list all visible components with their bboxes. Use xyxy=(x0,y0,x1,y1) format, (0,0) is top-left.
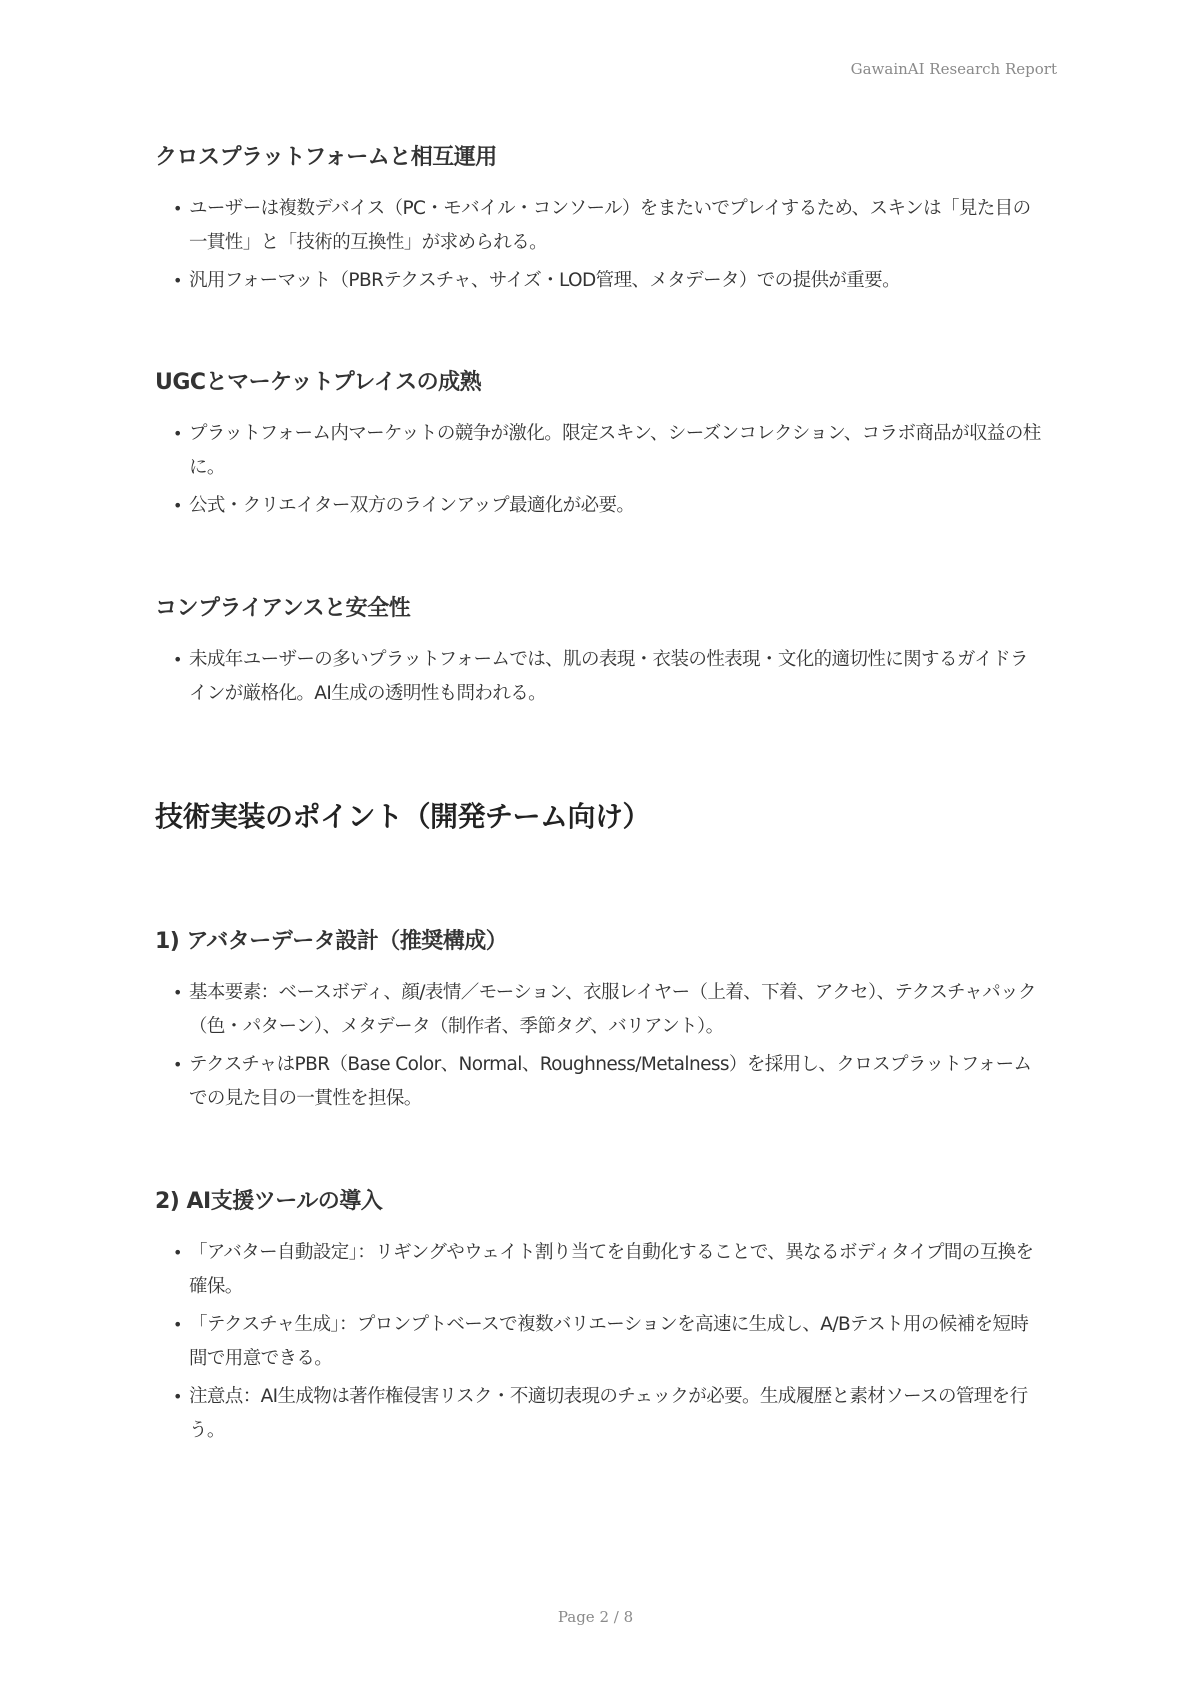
list-item: • テクスチャはPBR（Base Color、Normal、Roughness/Metalness）を採用し、クロスプラットフォームでの見た目の一貫性を担保。 xyxy=(173,1048,1043,1116)
list-item: • 注意点：AI生成物は著作権侵害リスク・不適切表現のチェックが必要。生成履歴と素材ソースの管理を行う。 xyxy=(173,1380,1043,1448)
subsection-heading-ai-tools: 2) AI支援ツールの導入 xyxy=(155,1189,383,1214)
list-item: • 「テクスチャ生成」：プロンプトベースで複数バリエーションを高速に生成し、A/Bテスト用の候補を短時間で用意できる。 xyxy=(173,1308,1043,1376)
section-heading-cross-platform: クロスプラットフォームと相互運用 xyxy=(155,145,497,170)
list-item: • プラットフォーム内マーケットの競争が激化。限定スキン、シーズンコレクション、コラボ商品が収益の柱に。 xyxy=(173,417,1043,485)
bullet-list-ai-tools xyxy=(173,1236,1043,1452)
bullet-list-ugc-marketplace xyxy=(173,417,1043,527)
list-item: • 基本要素：ベースボディ、顔/表情／モーション、衣服レイヤー（上着、下着、アクセ）、テクスチャパック（色・パターン）、メタデータ（制作者、季節タグ、バリアント）。 xyxy=(173,976,1043,1044)
list-item: • 公式・クリエイター双方のラインアップ最適化が必要。 xyxy=(173,489,1043,523)
bullet-list-avatar-data xyxy=(173,976,1043,1120)
list-item: • 未成年ユーザーの多いプラットフォームでは、肌の表現・衣装の性表現・文化的適切性に関するガイドラインが厳格化。AI生成の透明性も問われる。 xyxy=(173,643,1043,711)
list-item: • 「アバター自動設定」：リギングやウェイト割り当てを自動化することで、異なるボディタイプ間の互換を確保。 xyxy=(173,1236,1043,1304)
section-heading-ugc-marketplace: UGCとマーケットプレイスの成熟 xyxy=(155,370,482,395)
subsection-heading-avatar-data: 1) アバターデータ設計（推奨構成） xyxy=(155,929,508,954)
page-number: Page 2 / 8 xyxy=(557,1608,634,1626)
section-heading-compliance: コンプライアンスと安全性 xyxy=(155,596,411,621)
chapter-heading-technical-implementation: 技術実装のポイント（開発チーム向け） xyxy=(155,800,651,833)
list-item: • 汎用フォーマット（PBRテクスチャ、サイズ・LOD管理、メタデータ）での提供が重要。 xyxy=(173,264,1043,298)
bullet-list-cross-platform xyxy=(173,192,1043,302)
running-header: GawainAI Research Report xyxy=(850,60,1057,78)
bullet-list-compliance xyxy=(173,643,1043,715)
list-item: • ユーザーは複数デバイス（PC・モバイル・コンソール）をまたいでプレイするため、スキンは「見た目の一貫性」と「技術的互換性」が求められる。 xyxy=(173,192,1043,260)
